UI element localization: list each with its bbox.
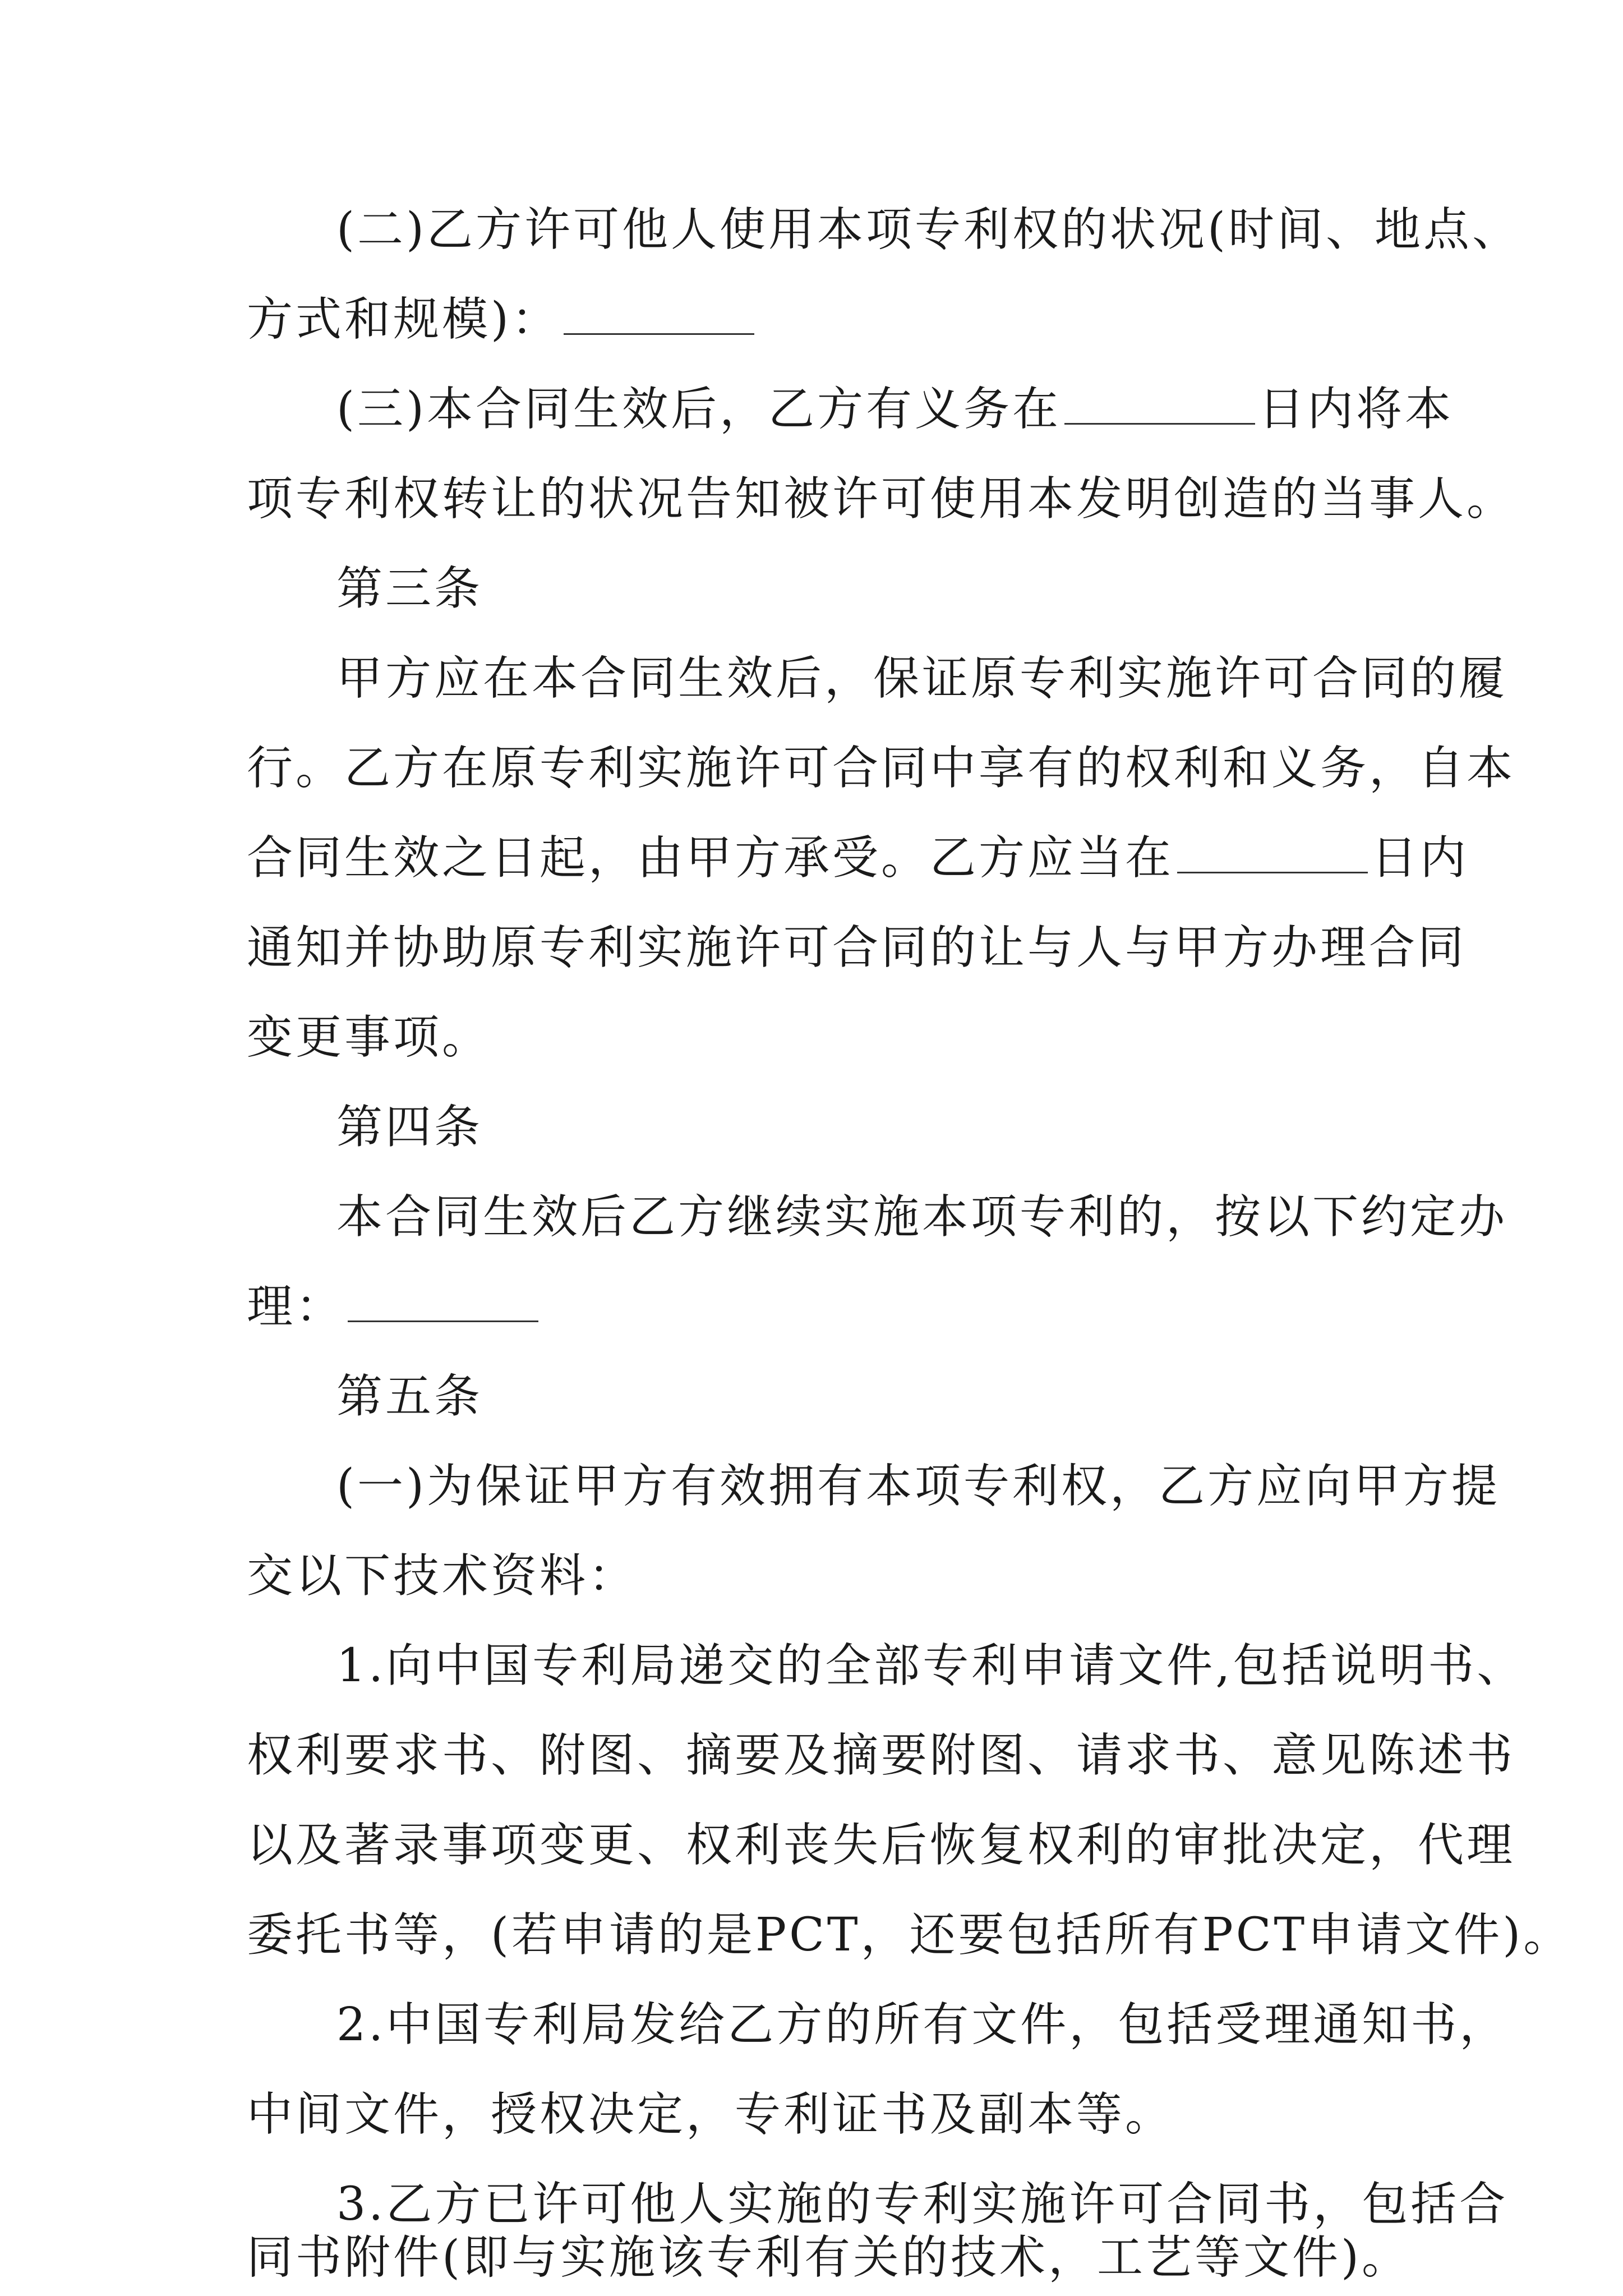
text-segment: 日内将本 — [1258, 383, 1454, 436]
paragraph-line — [247, 292, 758, 348]
text-segment: (一)为保证甲方有效拥有本项专利权，乙方应向甲方提 — [336, 1460, 1500, 1513]
text-segment: 理： — [247, 1280, 345, 1333]
paragraph-line — [247, 2087, 1174, 2143]
text-segment: 2.中国专利局发给乙方的所有文件，包括受理通知书， — [336, 1998, 1509, 2051]
paragraph-line — [247, 920, 1467, 976]
text-segment: 日内 — [1371, 831, 1469, 885]
paragraph-line — [247, 2230, 1410, 2286]
text-segment: 本合同生效后乙方继续实施本项专利的，按以下约定办 — [336, 1190, 1508, 1244]
paragraph-line — [247, 1010, 491, 1066]
text-segment: 权利要求书、附图、摘要及摘要附图、请求书、意见陈述书 — [247, 1729, 1516, 1782]
article-heading — [336, 1099, 483, 1156]
paragraph-line — [336, 1189, 1507, 1245]
paragraph-line — [247, 740, 1515, 797]
paragraph-line — [247, 830, 1469, 886]
paragraph-line — [247, 1907, 1572, 1963]
fill-in-blank[interactable] — [1177, 839, 1368, 873]
paragraph-line — [247, 1818, 1515, 1874]
paragraph-line — [336, 381, 1454, 438]
paragraph-line — [336, 1997, 1508, 2053]
text-segment: 通知并协助原专利实施许可合同的让与人与甲方办理合同 — [247, 921, 1467, 974]
text-segment: 以及著录事项变更、权利丧失后恢复权利的审批决定，代理 — [247, 1819, 1516, 1872]
fill-in-blank[interactable] — [348, 1288, 538, 1322]
text-segment: 合同生效之日起，由甲方承受。乙方应当在 — [247, 831, 1174, 885]
paragraph-line — [247, 1728, 1515, 1784]
paragraph-line — [247, 471, 1515, 527]
article-heading — [336, 561, 483, 617]
text-segment: 项专利权转让的状况告知被许可使用本发明创造的当事人。 — [247, 472, 1516, 526]
text-segment: 甲方应在本合同生效后，保证原专利实施许可合同的履 — [336, 652, 1508, 705]
text-segment: 第三条 — [336, 562, 483, 615]
fill-in-blank[interactable] — [564, 301, 754, 335]
paragraph-line — [247, 1279, 542, 1335]
text-segment: (二)乙方许可他人使用本项专利权的状况(时间、地点、 — [336, 203, 1521, 256]
article-heading — [336, 1369, 483, 1425]
text-segment: 同书附件(即与实施该专利有关的技术，工艺等文件)。 — [247, 2231, 1410, 2284]
text-segment: 交以下技术资料： — [247, 1549, 638, 1603]
text-segment: (三)本合同生效后，乙方有义务在 — [336, 383, 1061, 436]
paragraph-line — [336, 1458, 1500, 1515]
text-segment: 1.向中国专利局递交的全部专利申请文件,包括说明书、 — [336, 1639, 1526, 1692]
fill-in-blank[interactable] — [1064, 390, 1255, 425]
text-segment: 第五条 — [336, 1370, 483, 1423]
text-segment: 方式和规模)： — [247, 293, 560, 346]
paragraph-line — [336, 202, 1521, 258]
paragraph-line — [336, 1638, 1525, 1694]
text-segment: 委托书等，(若申请的是PCT，还要包括所有PCT申请文件)。 — [247, 1908, 1573, 1962]
text-segment: 中间文件，授权决定，专利证书及副本等。 — [247, 2088, 1174, 2141]
paragraph-line — [336, 651, 1507, 707]
paragraph-line — [247, 1548, 637, 1604]
text-segment: 3.乙方已许可他人实施的专利实施许可合同书，包括合 — [336, 2178, 1509, 2231]
text-segment: 变更事项。 — [247, 1011, 491, 1064]
text-segment: 行。乙方在原专利实施许可合同中享有的权利和义务，自本 — [247, 742, 1516, 795]
text-segment: 第四条 — [336, 1101, 483, 1154]
paragraph-line — [336, 2177, 1508, 2233]
